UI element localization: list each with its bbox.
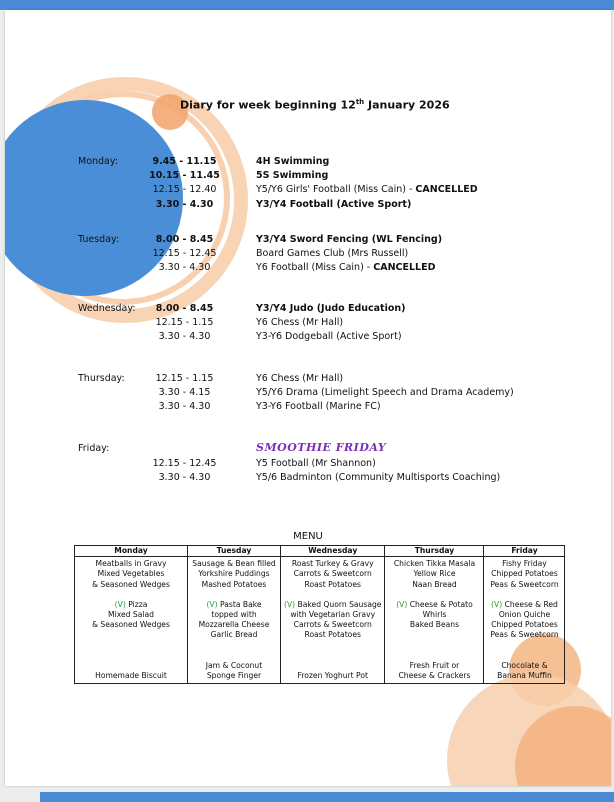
diary-time: 12.15 - 1.15 [155,317,214,329]
diary-activity [256,373,343,384]
diary-activity [256,303,406,314]
diary-day-label: Thursday: [78,373,125,384]
menu-item: (V) Cheese & Potato [396,599,473,609]
menu-item: Carrots & Sweetcorn [293,620,372,630]
menu-item: Peas & Sweetcorn [490,630,559,640]
activity-text: Y6 Chess (Mr Hall) [256,373,344,384]
menu-item: Homemade Biscuit [95,671,167,681]
menu-item [388,651,480,661]
menu-item: & Seasoned Wedges [92,620,170,630]
menu-item: Jam & Coconut [205,660,263,670]
activity-text: Y5/6 Badminton (Community Multisports Coaching) [256,472,501,484]
menu-item [78,661,184,671]
menu-item: Onion Quiche [498,610,551,620]
diary-time: 3.30 - 4.30 [155,198,214,210]
menu-item: Chocolate & [501,660,548,670]
vegetarian-marker: (V) [491,599,503,609]
diary-activity [256,458,376,469]
menu-spacer [284,641,381,651]
menu-item: topped with [211,610,257,620]
menu-item: Banana Muffin [497,671,552,681]
menu-item: Mashed Potatoes [201,579,267,589]
diary-activity [256,184,478,195]
diary-activity [256,401,381,412]
activity-text: Y3/Y4 Judo (Judo Education) [256,303,406,314]
diary-time: 12.15 - 1.15 [155,373,214,384]
vegetarian-marker: (V) [114,599,126,609]
menu-day-header: Monday [75,546,188,557]
diary-time: 8.00 - 8.45 [155,234,214,245]
menu-item: Sponge Finger [206,671,262,681]
menu-item: Yellow Rice [413,569,456,579]
menu-item: Mozzarella Cheese [198,620,270,630]
activity-text: Y6 Football (Miss Cain) - [256,262,374,274]
diary-activity [256,199,411,210]
diary-time: 8.00 - 8.45 [155,303,214,314]
diary-time: 12.15 - 12.45 [152,458,217,469]
diary-activity [256,331,402,342]
menu-heading: MENU [293,531,323,542]
menu-item: (V) Baked Quorn Sausage [284,599,382,609]
menu-spacer [487,590,561,600]
diary-activity [256,387,514,398]
diary-day-label: Friday: [78,443,110,454]
menu-item: Garlic Bread [210,630,258,640]
activity-text: 4H Swimming [256,156,330,167]
cancelled-status: CANCELLED [415,184,478,196]
menu-item [78,630,184,640]
menu-spacer [487,641,561,651]
menu-day-header: Tuesday [188,546,281,557]
diary-time: 3.30 - 4.15 [158,387,211,399]
activity-text: Y5/Y6 Drama (Limelight Speech and Drama Academy) [256,387,514,399]
diary-activity [256,248,408,259]
vegetarian-marker: (V) [284,599,296,609]
diary-time: 3.30 - 4.30 [158,472,211,484]
activity-text: Board Games Club (Mrs Russell) [256,248,409,260]
menu-item: Roast Potatoes [304,579,361,589]
menu-item [191,651,277,661]
menu-day-header: Friday [484,546,565,557]
menu-item [388,630,480,640]
activity-text: Y3/Y4 Football (Active Sport) [256,198,412,210]
smoothie-friday-banner: SMOOTHIE FRIDAY [256,441,387,454]
menu-item: Naan Bread [412,579,457,589]
diary-time: 3.30 - 4.30 [158,401,211,413]
diary-title: Diary for week beginning 12th January 2026 [180,98,450,112]
menu-cell [75,557,188,684]
menu-item [284,651,381,661]
menu-item: Chicken Tikka Masala [393,559,476,569]
menu-item: Whirls [422,610,447,620]
menu-cell [281,557,385,684]
diary-activity [256,170,328,181]
activity-text: Y3-Y6 Football (Marine FC) [256,401,381,413]
menu-item: & Seasoned Wedges [92,579,170,589]
menu-item [284,661,381,671]
menu-item: Chipped Potatoes [491,569,558,579]
menu-item [78,651,184,661]
activity-text: 5S Swimming [256,170,329,182]
diary-time: 3.30 - 4.30 [158,331,211,343]
menu-spacer [284,590,381,600]
menu-item: Mixed Vegetables [97,569,165,579]
menu-spacer [191,641,277,651]
menu-item: Fresh Fruit or [409,660,460,670]
menu-item: Meatballs in Gravy [95,559,167,569]
menu-item: Roast Turkey & Gravy [291,559,374,569]
cancelled-status: CANCELLED [373,262,436,274]
diary-day-label: Tuesday: [78,234,120,245]
top-accent-bar [0,0,614,10]
activity-text: Y3-Y6 Dodgeball (Active Sport) [256,331,402,343]
menu-item [487,651,561,661]
diary-time: 9.45 - 11.15 [152,156,217,167]
document-page [5,10,611,786]
menu-item: (V) Pasta Bake [206,599,262,609]
menu-row [75,557,565,684]
activity-text: Y5 Football (Mr Shannon) [256,458,376,469]
menu-item: Frozen Yoghurt Pot [297,671,368,681]
diary-time: 12.15 - 12.45 [152,248,217,260]
diary-activity [256,472,500,483]
menu-cell [188,557,281,684]
activity-text: Y5/Y6 Girls' Football (Miss Cain) - [256,184,416,196]
menu-item: Yorkshire Puddings [198,569,270,579]
diary-activity [256,156,329,167]
menu-item: Mixed Salad [108,610,154,620]
vegetarian-marker: (V) [396,599,408,609]
menu-item: Carrots & Sweetcorn [293,569,372,579]
menu-table [74,545,565,684]
menu-item: Fishy Friday [502,559,547,569]
menu-spacer [191,590,277,600]
diary-time: 10.15 - 11.45 [149,170,220,182]
menu-spacer [78,590,184,600]
menu-spacer [388,641,480,651]
menu-spacer [78,641,184,651]
vegetarian-marker: (V) [206,599,218,609]
menu-cell [484,557,565,684]
diary-time: 3.30 - 4.30 [158,262,211,274]
diary-day-label: Monday: [78,156,119,167]
menu-item: Chipped Potatoes [491,620,558,630]
menu-item: (V) Pizza [114,599,148,609]
diary-time: 12.15 - 12.40 [152,184,217,196]
activity-text: Y6 Chess (Mr Hall) [256,317,344,329]
bottom-accent-bar [40,792,614,802]
menu-day-header: Wednesday [281,546,385,557]
diary-activity [256,262,435,273]
menu-item: Sausage & Bean filled [192,559,276,569]
menu-day-header: Thursday [385,546,484,557]
menu-item: Peas & Sweetcorn [490,579,559,589]
diary-activity [256,234,442,245]
menu-item: Roast Potatoes [304,630,361,640]
menu-item: with Vegetarian Gravy [290,610,376,620]
diary-activity [256,317,343,328]
menu-item: Baked Beans [409,620,460,630]
diary-day-label: Wednesday: [78,303,136,314]
menu-cell [385,557,484,684]
menu-item: (V) Cheese & Red [491,599,558,609]
menu-item: Cheese & Crackers [398,671,471,681]
menu-spacer [388,590,480,600]
activity-text: Y3/Y4 Sword Fencing (WL Fencing) [256,234,443,245]
